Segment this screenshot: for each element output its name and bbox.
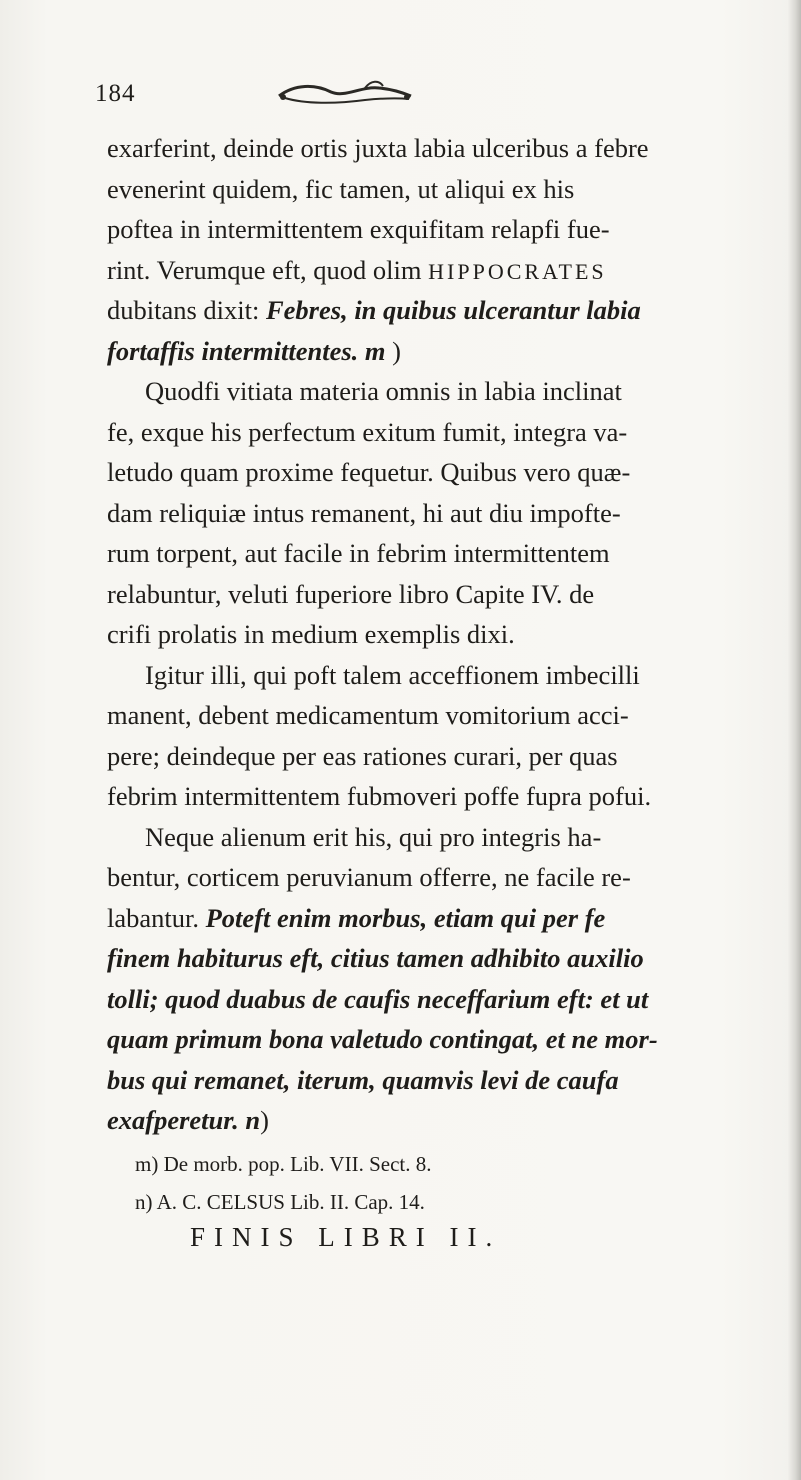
text-line	[107, 574, 767, 615]
text-line	[107, 1100, 767, 1141]
text-line	[107, 290, 767, 331]
finis-libri: FINIS LIBRI II.	[190, 1222, 502, 1252]
text-line	[107, 776, 767, 817]
page-number: 184	[95, 80, 136, 107]
italic-text-run: exafperetur. n	[107, 1105, 261, 1135]
text-run: poftea in intermittentem exquifitam relapfi fue-	[107, 214, 610, 244]
text-run: fe, exque his perfectum exitum fumit, integra va-	[107, 416, 628, 447]
page-header	[95, 70, 735, 116]
smallcaps-name: HIPPOCRATES	[428, 258, 607, 284]
italic-text-run: tolli; quod duabus de caufis neceffarium eft: et ut	[107, 983, 649, 1014]
text-run: rum torpent, aut facile in febrim intermittentem	[107, 538, 610, 568]
text-run: )	[260, 1105, 269, 1135]
text-run: letudo quam proxime fequetur. Quibus vero quæ-	[107, 457, 631, 487]
text-line	[107, 898, 767, 939]
text-run: manent, debent medicamentum vomitorium acci-	[107, 700, 629, 730]
text-run: pere; deindeque per eas rationes curari, per quas	[107, 740, 618, 771]
text-run: labantur.	[107, 902, 206, 933]
text-run: evenerint quidem, fic tamen, ut aliqui ex his	[107, 173, 575, 204]
text-line	[107, 493, 767, 534]
text-run: Igitur illi, qui poft talem acceffionem imbecilli	[145, 659, 640, 690]
text-run: febrim intermittentem fubmoveri poffe fupra pofui.	[107, 781, 652, 811]
text-line	[107, 857, 767, 898]
page-edge	[787, 0, 801, 1480]
text-line	[107, 1019, 767, 1060]
text-line	[107, 1060, 767, 1101]
italic-text-run: Febres, in quibus ulcerantur labia	[266, 295, 641, 325]
footnote: n) A. C. CELSUS Lib. II. Cap. 14.	[135, 1190, 425, 1214]
italic-text-run: bus qui remanet, iterum, quamvis levi de caufa	[107, 1064, 619, 1095]
text-line	[107, 938, 767, 979]
text-line	[107, 209, 767, 250]
text-line	[107, 412, 767, 453]
footnote: m) De morb. pop. Lib. VII. Sect. 8.	[135, 1152, 432, 1176]
text-run: rint. Verumque eft, quod olim	[107, 254, 429, 285]
text-line	[107, 614, 767, 655]
text-run: bentur, corticem peruvianum offerre, ne facile re-	[107, 862, 631, 892]
body-text	[107, 128, 767, 1141]
text-line	[107, 169, 767, 210]
text-line	[107, 979, 767, 1020]
text-run: crifi prolatis in medium exemplis dixi.	[107, 619, 515, 649]
text-run: Quodfi vitiata materia omnis in labia inclinat	[145, 376, 622, 406]
italic-text-run: finem habiturus eft, citius tamen adhibito auxilio	[107, 943, 644, 973]
italic-text-run: fortaffis intermittentes. m	[107, 335, 386, 366]
text-line	[107, 695, 767, 736]
text-run: relabuntur, veluti fuperiore libro Capite IV. de	[107, 578, 595, 609]
text-line	[107, 128, 767, 169]
text-run: exarferint, deinde ortis juxta labia ulceribus a febre	[107, 133, 649, 163]
italic-text-run: quam primum bona valetudo contingat, et ne mor-	[107, 1024, 658, 1054]
text-line	[107, 331, 767, 372]
footnotes	[135, 1145, 735, 1221]
text-line	[107, 452, 767, 493]
text-line	[107, 371, 767, 412]
text-run: dam reliquiæ intus remanent, hi aut diu impofte-	[107, 497, 621, 528]
italic-text-run: Poteft enim morbus, etiam qui per fe	[205, 902, 606, 933]
ornament-icon	[275, 78, 415, 110]
text-line	[107, 736, 767, 777]
text-line	[107, 533, 767, 574]
text-run: Neque alienum erit his, qui pro integris ha-	[145, 821, 602, 852]
text-line	[107, 817, 767, 858]
text-line	[107, 655, 767, 696]
text-run: dubitans dixit:	[107, 295, 266, 325]
text-run: )	[385, 335, 401, 366]
text-line	[107, 250, 767, 291]
